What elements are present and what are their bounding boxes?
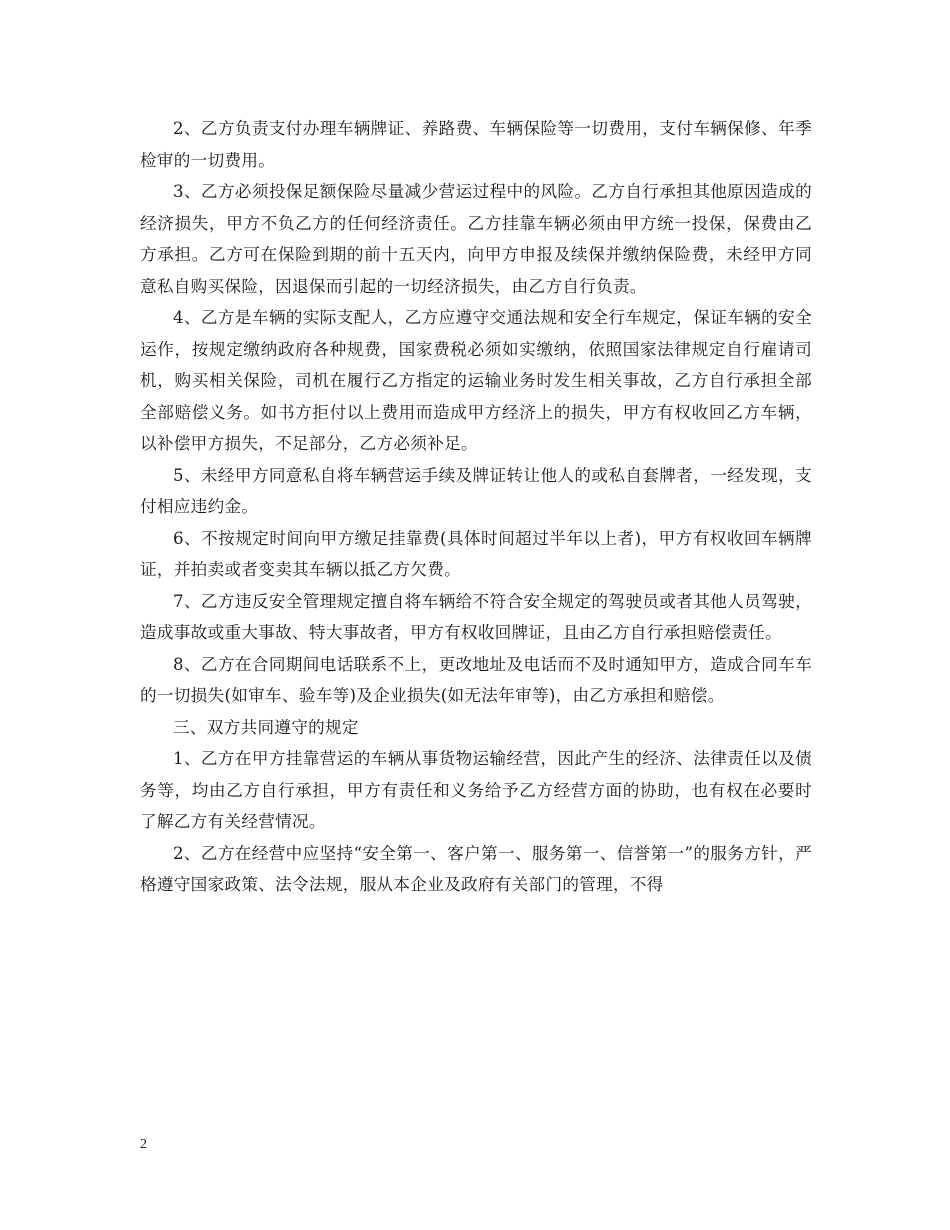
paragraph: 5、未经甲方同意私自将车辆营运手续及牌证转让他人的或私自套牌者，一经发现，支付相应违约金。 <box>140 465 812 516</box>
paragraph: 4、乙方是车辆的实际支配人，乙方应遵守交通法规和安全行车规定，保证车辆的安全运作，按规定缴纳政府各种规费，国家费税必须如实缴纳，依照国家法律规定自行雇请司机，购买相关保险，司机在履行乙方指定的运输业务时发生相关事故，乙方自行承担全部全部赔偿义务。如书方拒付以上费用而造成甲方经济上的损失，甲方有权收回乙方车辆，以补偿甲方损失，不足部分，乙方必须补足。 <box>140 308 812 453</box>
paragraph: 7、乙方违反安全管理规定擅自将车辆给不符合安全规定的驾驶员或者其他人员驾驶，造成事故或重大事故、特大事故者，甲方有权收回牌证，且由乙方自行承担赔偿责任。 <box>140 591 812 642</box>
section-heading: 三、双方共同遵守的规定 <box>173 717 359 737</box>
document-body <box>140 113 812 901</box>
paragraph: 8、乙方在合同期间电话联系不上，更改地址及电话而不及时通知甲方，造成合同车车的一切损失(如审车、验车等)及企业损失(如无法年审等)，由乙方承担和赔偿。 <box>140 654 812 705</box>
paragraph: 2、乙方负责支付办理车辆牌证、养路费、车辆保险等一切费用，支付车辆保修、年季检审的一切费用。 <box>140 119 812 170</box>
paragraph: 1、乙方在甲方挂靠营运的车辆从事货物运输经营，因此产生的经济、法律责任以及债务等，均由乙方自行承担，甲方有责任和义务给予乙方经营方面的协助，也有权在必要时了解乙方有关经营情况。 <box>140 749 812 831</box>
page-number: 2 <box>140 1137 147 1152</box>
paragraph: 6、不按规定时间向甲方缴足挂靠费(具体时间超过半年以上者)，甲方有权收回车辆牌证，并拍卖或者变卖其车辆以抵乙方欠费。 <box>140 528 812 579</box>
paragraph: 2、乙方在经营中应坚持“安全第一、客户第一、服务第一、信誉第一”的服务方针，严格遵守国家政策、法令法规，服从本企业及政府有关部门的管理，不得 <box>140 843 812 894</box>
paragraph: 3、乙方必须投保足额保险尽量减少营运过程中的风险。乙方自行承担其他原因造成的经济损失，甲方不负乙方的任何经济责任。乙方挂靠车辆必须由甲方统一投保，保费由乙方承担。乙方可在保险到期的前十五天内，向甲方申报及续保并缴纳保险费，未经甲方同意私自购买保险，因退保而引起的一切经济损失，由乙方自行负责。 <box>140 182 812 296</box>
